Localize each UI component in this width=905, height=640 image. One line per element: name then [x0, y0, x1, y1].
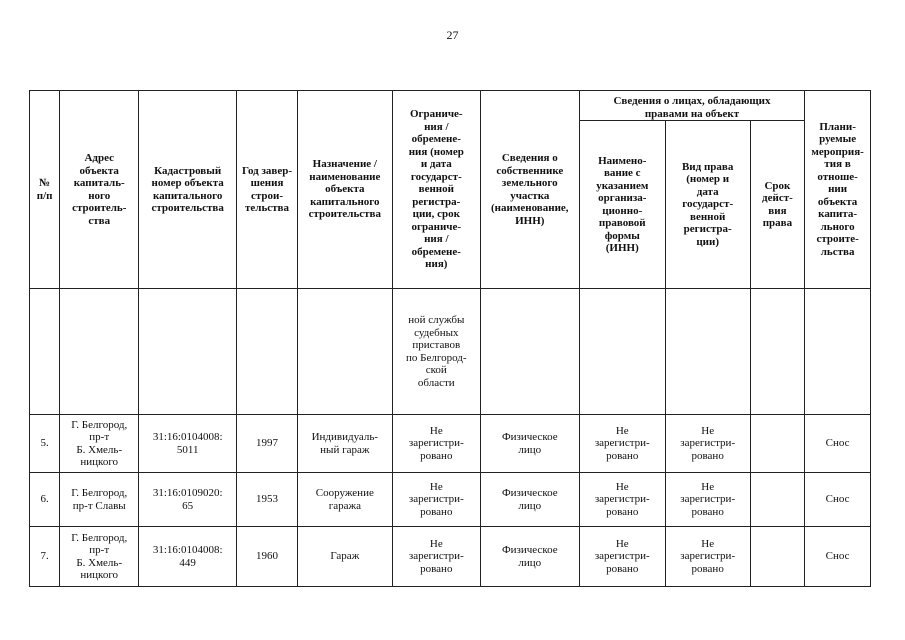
- header-land-owner: Сведения о собственнике земельного участка (наименование, ИНН): [480, 91, 579, 289]
- cell-right-term: [750, 527, 805, 587]
- cell-num: 7.: [30, 527, 60, 587]
- cell-empty: [750, 289, 805, 415]
- cell-right-term: [750, 415, 805, 473]
- cell-empty: [30, 289, 60, 415]
- registry-table: [29, 90, 871, 587]
- cell-land-owner: Физическое лицо: [480, 415, 579, 473]
- header-right-term: Срок дейст- вия права: [750, 121, 805, 289]
- cell-purpose: Индивидуаль- ный гараж: [297, 415, 392, 473]
- header-cadastral: Кадастровый номер объекта капитального строительства: [139, 91, 237, 289]
- cell-planned: Снос: [805, 473, 871, 527]
- cell-cadastral: 31:16:0104008: 5011: [139, 415, 237, 473]
- cell-year: 1997: [237, 415, 298, 473]
- table-row: [30, 527, 871, 587]
- cell-right-type: Не зарегистри- ровано: [665, 527, 750, 587]
- cell-num: 6.: [30, 473, 60, 527]
- cell-empty: [139, 289, 237, 415]
- table-body: [30, 289, 871, 587]
- cell-restriction: Не зарегистри- ровано: [392, 473, 480, 527]
- cell-empty: [579, 289, 665, 415]
- cell-restriction-continued: ной службы судебных приставов по Белгород- ской области: [392, 289, 480, 415]
- cell-address: Г. Белгород, пр-т Б. Хмель- ницкого: [60, 415, 139, 473]
- header-num: № п/п: [30, 91, 60, 289]
- cell-num: 5.: [30, 415, 60, 473]
- cell-year: 1960: [237, 527, 298, 587]
- cell-cadastral: 31:16:0104008: 449: [139, 527, 237, 587]
- cell-land-owner: Физическое лицо: [480, 527, 579, 587]
- table-row: [30, 473, 871, 527]
- continuation-row: [30, 289, 871, 415]
- cell-restriction: Не зарегистри- ровано: [392, 527, 480, 587]
- header-right-type: Вид права (номер и дата государст- венной регистра- ции): [665, 121, 750, 289]
- header-restriction: Ограниче- ния / обремене- ния (номер и дата государст- венной регистра- ции, срок ограниче- ния / обремене- ния): [392, 91, 480, 289]
- cell-address: Г. Белгород, пр-т Б. Хмель- ницкого: [60, 527, 139, 587]
- cell-address: Г. Белгород, пр-т Славы: [60, 473, 139, 527]
- cell-right-type: Не зарегистри- ровано: [665, 415, 750, 473]
- cell-holder-name: Не зарегистри- ровано: [579, 527, 665, 587]
- cell-empty: [805, 289, 871, 415]
- header-holder-name: Наимено- вание с указанием организа- ционно- правовой формы (ИНН): [579, 121, 665, 289]
- cell-purpose: Сооружение гаража: [297, 473, 392, 527]
- cell-empty: [480, 289, 579, 415]
- page-number: 27: [446, 28, 459, 42]
- cell-restriction: Не зарегистри- ровано: [392, 415, 480, 473]
- cell-holder-name: Не зарегистри- ровано: [579, 473, 665, 527]
- cell-empty: [297, 289, 392, 415]
- header-purpose: Назначение / наименование объекта капитального строительства: [297, 91, 392, 289]
- cell-holder-name: Не зарегистри- ровано: [579, 415, 665, 473]
- cell-right-term: [750, 473, 805, 527]
- cell-empty: [237, 289, 298, 415]
- cell-cadastral: 31:16:0109020: 65: [139, 473, 237, 527]
- cell-empty: [60, 289, 139, 415]
- header-planned: Плани- руемые мероприя- тия в отноше- нии объекта капита- льного строите- льства: [805, 91, 871, 289]
- table-row: [30, 415, 871, 473]
- cell-planned: Снос: [805, 527, 871, 587]
- header-rights-group: Сведения о лицах, обладающих правами на объект: [579, 91, 804, 121]
- cell-land-owner: Физическое лицо: [480, 473, 579, 527]
- cell-year: 1953: [237, 473, 298, 527]
- cell-empty: [665, 289, 750, 415]
- header-address: Адрес объекта капиталь- ного строитель- ства: [60, 91, 139, 289]
- table-header: [30, 91, 871, 289]
- cell-right-type: Не зарегистри- ровано: [665, 473, 750, 527]
- header-year: Год завер- шения строи- тельства: [237, 91, 298, 289]
- cell-planned: Снос: [805, 415, 871, 473]
- cell-purpose: Гараж: [297, 527, 392, 587]
